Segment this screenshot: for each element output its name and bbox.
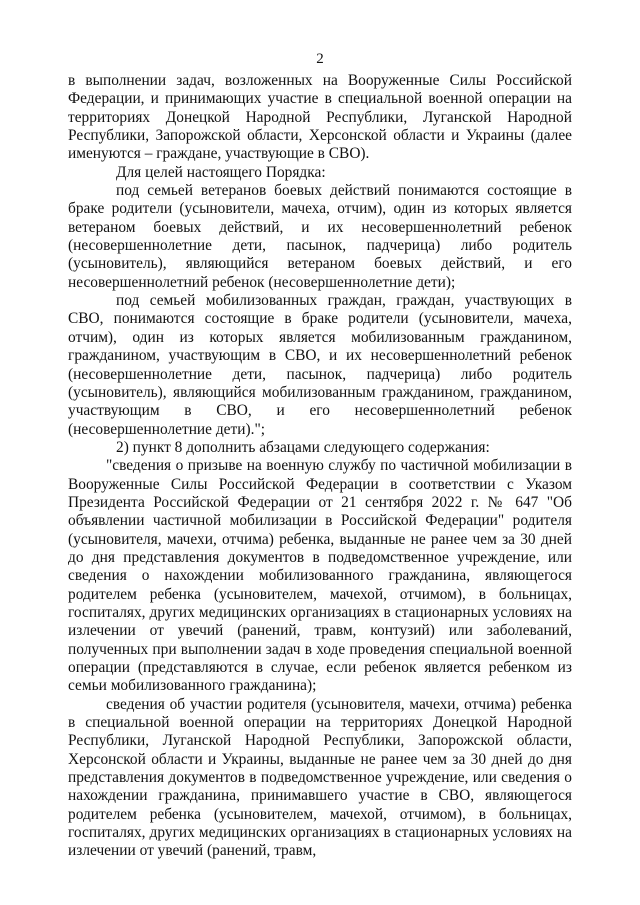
paragraph-continuation: в выполнении задач, возложенных на Вооруженные Силы Российской Федерации, и принимающих участие в специальной военной операции на территориях Донецкой Народной Республики, Луганской Народной Республики, Запорожской области, Херсонской области и Украины (далее именуются – граждане, участвующие в СВО).: [68, 72, 572, 163]
paragraph-veterans-family: под семьей ветеранов боевых действий понимаются состоящие в браке родители (усыновители, мачеха, отчим), один из которых является ветераном боевых действий, и их несовершеннолетний ребенок (несовершеннолетние дети, пасынок, падчерица) либо родитель (усыновитель), являющийся ветераном боевых действий, и его несовершеннолетний ребенок (несовершеннолетние дети);: [68, 182, 572, 291]
paragraph-mobilized-family: под семьей мобилизованных граждан, граждан, участвующих в СВО, понимаются состоящие в браке родители (усыновители, мачеха, отчим), один из которых является мобилизованным гражданином, гражданином, участвующим в СВО, и их несовершеннолетний ребенок (несовершеннолетние дети, пасынок, падчерица) либо родитель (усыновитель), являющийся мобилизованным гражданином, гражданином, участвующим в СВО, и его несовершеннолетний ребенок (несовершеннолетние дети).";: [68, 292, 572, 438]
paragraph-item-2: 2) пункт 8 дополнить абзацами следующего содержания:: [116, 438, 490, 456]
paragraph-conscription-info: "сведения о призыве на военную службу по частичной мобилизации в Вооруженные Силы Российской Федерации в соответствии с Указом Президента Российской Федерации от 21 сентября 2022 г. № 647 "Об объявлении частичной мобилизации в Российской Федерации" родителя (усыновителя, мачехи, отчима) ребенка, выданные не ранее чем за 30 дней до дня представления документов в подведомственное учреждение, или сведения о нахождении мобилизованного гражданина, являющегося родителем ребенка (усыновителем, мачехой, отчимом), в больницах, госпиталях, других медицинских организациях в стационарных условиях на излечении от увечий (ранений, травм, контузий) или заболеваний, полученных при выполнении задач в ходе проведения специальной военной операции (представляются в случае, если ребенок является ребенком из семьи мобилизованного гражданина);: [68, 457, 572, 695]
page-number: 2: [316, 51, 324, 67]
document-body: [68, 72, 572, 861]
paragraph-purposes: Для целей настоящего Порядка:: [116, 163, 326, 181]
paragraph-participation-info: сведения об участии родителя (усыновителя, мачехи, отчима) ребенка в специальной военной операции на территориях Донецкой Народной Республики, Луганской Народной Республики, Запорожской области, Херсонской области и Украины, выданные не ранее чем за 30 дней до дня представления документов в подведомственное учреждение, или сведения о нахождении гражданина, принимавшего участие в СВО, являющегося родителем ребенка (усыновителем, мачехой, отчимом), в больницах, госпиталях, других медицинских организациях в стационарных условиях на излечении от увечий (ранений, травм,: [68, 695, 572, 860]
